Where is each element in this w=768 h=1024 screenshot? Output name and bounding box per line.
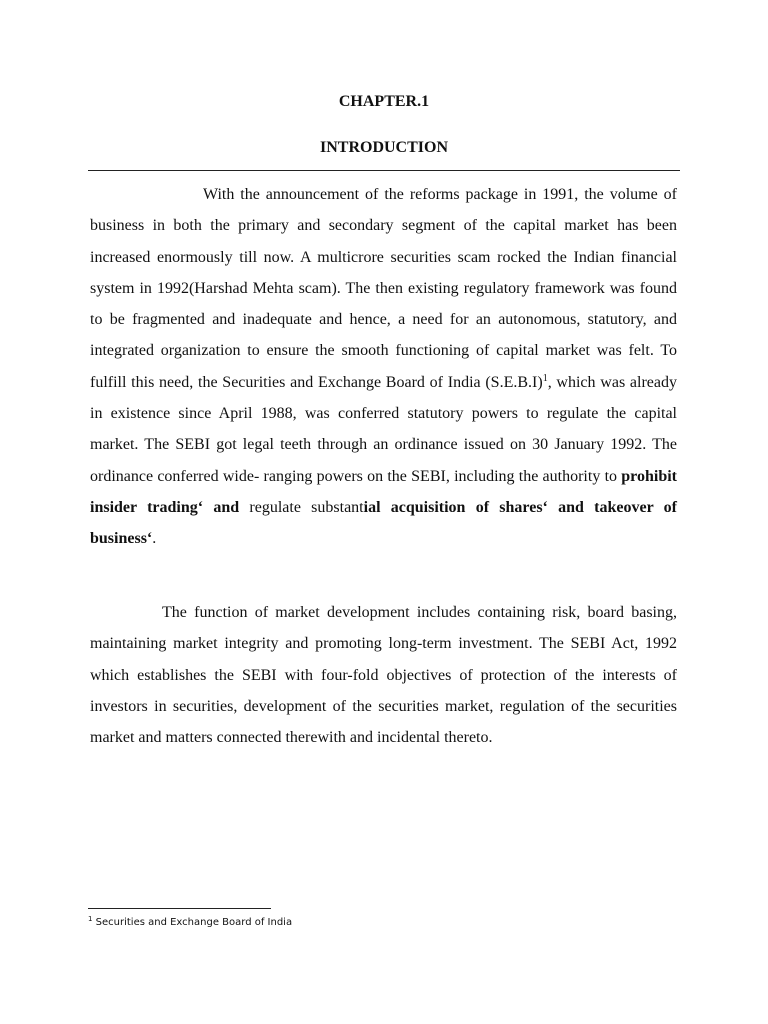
paragraph-1-text-d: . [152,530,157,548]
bold-phrase-insider-trading: prohibit insider trading‘ and [90,467,677,516]
chapter-heading: CHAPTER.1 [338,93,430,110]
footnote-marker: 1 [88,915,93,923]
body-paragraph-1 [90,179,677,555]
paragraph-1-text-c: regulate substant [239,498,364,516]
section-title: INTRODUCTION [319,139,448,156]
paragraph-1-text-b: , which was already in existence since April 1988, was conferred statutory powers to regulate the capital market. The SEBI got legal teeth through an ordinance issued on 30 January 1992. The ordinance conferred wide- ranging powers on the SEBI, including the authority to [90,373,677,485]
footnote-divider [88,908,271,909]
bold-phrase-acquisition: ial acquisition of shares‘ and takeover of business‘ [90,498,678,548]
footnote-reference[interactable]: 1 [542,372,548,384]
body-paragraph-2: The function of market development includes containing risk, board basing, maintaining market integrity and promoting long-term investment. The SEBI Act, 1992 which establishes the SEBI with four-fold objectives of protection of the interests of investors in securities, development of the securities market, regulation of the securities market and matters connected therewith and incidental thereto. [90,604,677,747]
paragraph-1-text-a: With the announcement of the reforms package in 1991, the volume of business in both the primary and secondary segment of the capital market has been increased enormously till now. A multicrore securities scam rocked the Indian financial system in 1992(Harshad Mehta scam). The then existing regulatory framework was found to be fragmented and inadequate and hence, a need for an autonomous, statutory, and integrated organization to ensure the smooth functioning of capital market was felt. To fulfill this need, the Securities and Exchange Board of India (S.E.B.I) [90,186,677,391]
title-divider [88,170,680,171]
footnote-text: Securities and Exchange Board of India [92,917,293,928]
footnote [88,915,292,931]
